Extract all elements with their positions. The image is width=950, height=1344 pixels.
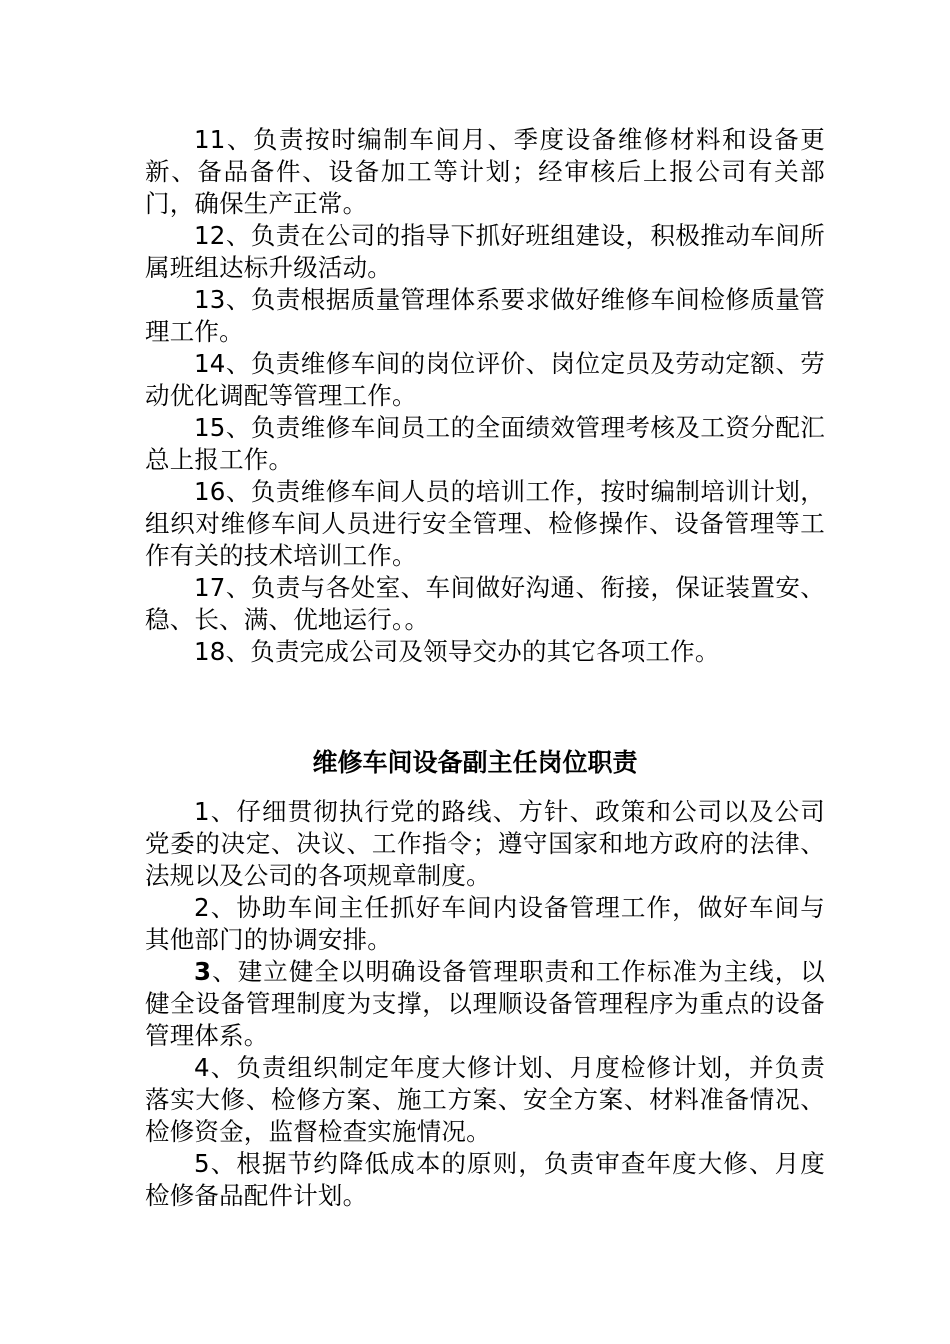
duty-item-16: 16、负责维修车间人员的培训工作，按时编制培训计划，组织对维修车间人员进行安全管理、检修操作、设备管理等工作有关的技术培训工作。 bbox=[145, 477, 825, 570]
duty-item-18: 18、负责完成公司及领导交办的其它各项工作。 bbox=[194, 637, 720, 666]
deputy-director-duties bbox=[145, 796, 825, 1212]
deputy-duty-item-5: 5、根据节约降低成本的原则，负责审查年度大修、月度检修备品配件计划。 bbox=[145, 1149, 825, 1210]
duty-item-13: 13、负责根据质量管理体系要求做好维修车间检修质量管理工作。 bbox=[145, 285, 825, 346]
duty-item-12: 12、负责在公司的指导下抓好班组建设，积极推动车间所属班组达标升级活动。 bbox=[145, 221, 825, 282]
item-text: 、建立健全以明确设备管理职责和工作标准为主线，以健全设备管理制度为支撑，以理顺设备管理程序为重点的设备管理体系。 bbox=[145, 957, 825, 1050]
deputy-duty-item-2: 2、协助车间主任抓好车间内设备管理工作，做好车间与其他部门的协调安排。 bbox=[145, 893, 825, 954]
duties-list-continued bbox=[145, 124, 825, 668]
deputy-duty-item-1: 1、仔细贯彻执行党的路线、方针、政策和公司以及公司党委的决定、决议、工作指令；遵守国家和地方政府的法律、法规以及公司的各项规章制度。 bbox=[145, 797, 825, 890]
duty-item-14: 14、负责维修车间的岗位评价、岗位定员及劳动定额、劳动优化调配等管理工作。 bbox=[145, 349, 825, 410]
item-number: 3 bbox=[194, 957, 212, 986]
deputy-duty-item-4: 4、负责组织制定年度大修计划、月度检修计划，并负责落实大修、检修方案、施工方案、安全方案、材料准备情况、检修资金，监督检查实施情况。 bbox=[145, 1053, 825, 1146]
section-title: 维修车间设备副主任岗位职责 bbox=[312, 748, 638, 777]
duty-item-17: 17、负责与各处室、车间做好沟通、衔接，保证装置安、稳、长、满、优地运行。。 bbox=[145, 573, 825, 634]
deputy-duty-item-3 bbox=[145, 956, 825, 1052]
duty-item-15: 15、负责维修车间员工的全面绩效管理考核及工资分配汇总上报工作。 bbox=[145, 413, 825, 474]
duty-item-11: 11、负责按时编制车间月、季度设备维修材料和设备更新、备品备件、设备加工等计划；经审核后上报公司有关部门，确保生产正常。 bbox=[145, 125, 825, 218]
